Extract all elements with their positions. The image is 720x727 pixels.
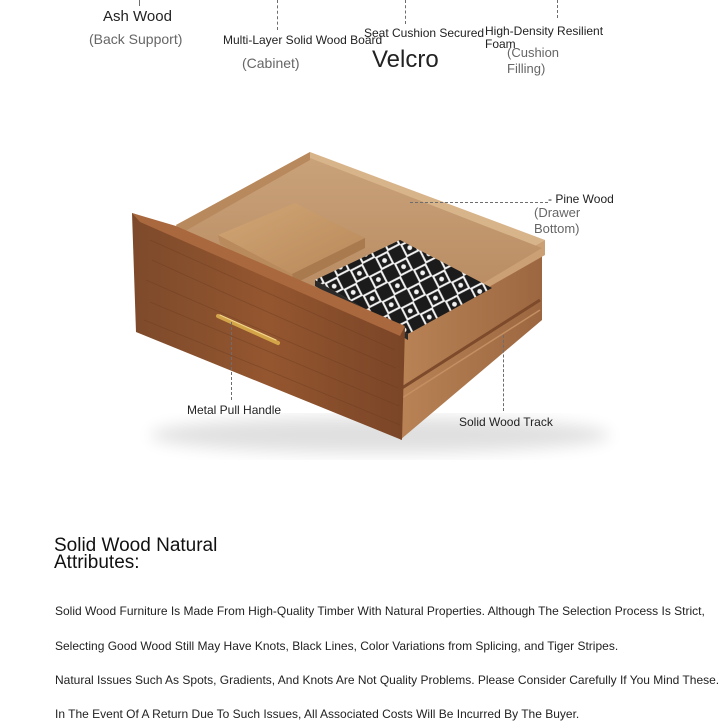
metal-pull-handle-label: Metal Pull Handle: [187, 403, 282, 417]
pine-wood-subtitle-line2: Bottom): [534, 221, 580, 236]
paragraph-3: Natural Issues Such As Spots, Gradients, And Knots Are Not Quality Problems. Please Consider Carefully If You Mind These.: [55, 673, 720, 687]
board-leader: [277, 0, 278, 30]
board-subtitle: (Cabinet): [242, 55, 300, 71]
section-title-line1: Solid Wood Natural: [54, 535, 218, 556]
velcro-leader: [405, 0, 406, 24]
track-leader: [503, 335, 504, 411]
foam-subtitle-line2: Filling): [507, 61, 546, 76]
pine-wood-title: - Pine Wood: [548, 192, 614, 206]
paragraph-4: In The Event Of A Return Due To Such Issues, All Associated Costs Will Be Incurred By The Buyer.: [55, 707, 580, 721]
paragraph-1: Solid Wood Furniture Is Made From High-Quality Timber With Natural Properties. Although The Selection Process Is Strict,: [55, 604, 705, 618]
ash-wood-subtitle: (Back Support): [89, 31, 183, 47]
solid-wood-track-label: Solid Wood Track: [459, 415, 553, 429]
ash-wood-leader: [139, 0, 140, 6]
foam-subtitle-line1: (Cushion: [507, 45, 560, 60]
drawer-illustration: [80, 130, 640, 460]
ash-wood-title: Ash Wood: [103, 8, 172, 25]
foam-title-line1: High-Density Resilient: [485, 24, 604, 38]
paragraph-2: Selecting Good Wood Still May Have Knots, Black Lines, Color Variations from Splicing, and Tiger Stripes.: [55, 639, 619, 653]
handle-leader: [231, 322, 232, 400]
section-title-line2: Attributes:: [54, 552, 140, 573]
velcro-title: Seat Cushion Secured: [364, 26, 485, 40]
velcro-label: Velcro: [372, 46, 439, 73]
board-title: Multi-Layer Solid Wood Board: [223, 33, 383, 47]
foam-title-line2: Foam: [485, 37, 516, 51]
pine-wood-subtitle-line1: (Drawer: [534, 205, 581, 220]
foam-leader: [557, 0, 558, 18]
pine-wood-leader: [410, 202, 548, 203]
